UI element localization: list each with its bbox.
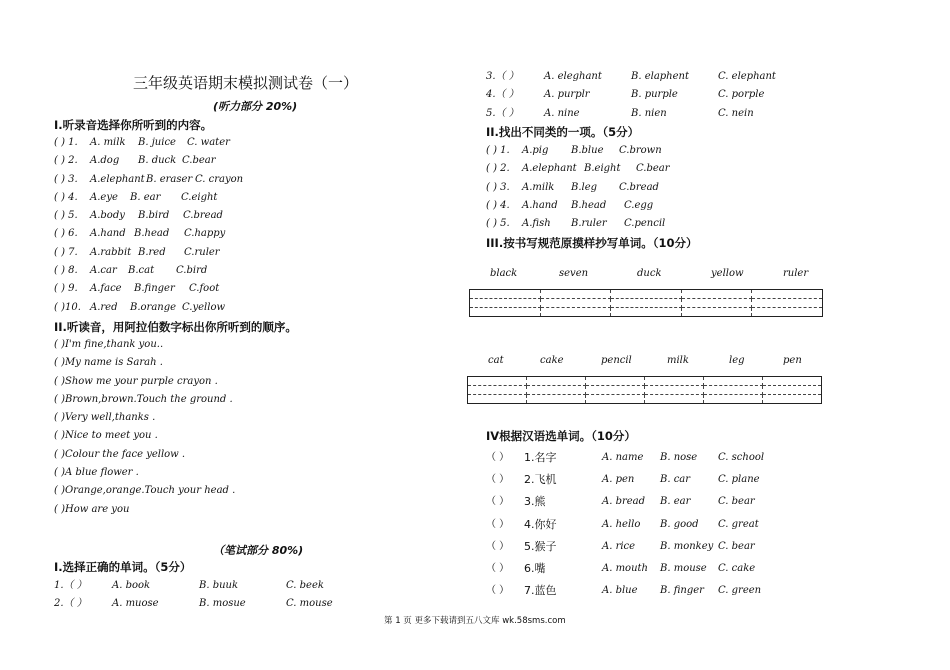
item-number: ( ) 3. bbox=[54, 173, 78, 185]
written-4-list bbox=[486, 447, 886, 602]
option-b: B. purple bbox=[631, 89, 678, 101]
copy-word: duck bbox=[637, 268, 662, 279]
list-item bbox=[54, 595, 454, 613]
written-1-list-right bbox=[486, 68, 906, 123]
option-b: B. ear bbox=[660, 496, 691, 508]
item-number: 3.（ ） bbox=[486, 71, 519, 82]
copy-word: cat bbox=[488, 355, 504, 366]
item-number: 2.（ ） bbox=[54, 598, 87, 610]
option-c: C.bread bbox=[619, 181, 659, 193]
list-item: ( )I'm fine,thank you.. bbox=[54, 339, 164, 350]
list-item bbox=[486, 491, 886, 513]
item-number: 4.（ ） bbox=[486, 89, 519, 101]
section-2-heading: II.听读音，用阿拉伯数字标出你所听到的顺序。 bbox=[54, 320, 297, 334]
list-item bbox=[54, 134, 414, 152]
option-b: B.red bbox=[138, 246, 166, 258]
option-a: A. hello bbox=[602, 518, 641, 530]
option-b: B.leg bbox=[571, 181, 598, 193]
list-item: ( )Show me your purple crayon . bbox=[54, 375, 218, 387]
option-a: A. purplr bbox=[544, 89, 590, 101]
option-c: C.ruler bbox=[184, 246, 220, 258]
item-number: ( ) 4. bbox=[486, 199, 510, 211]
item-number: ( ) 1. bbox=[54, 137, 78, 148]
option-b: B.head bbox=[134, 228, 170, 240]
item-number: （ ） bbox=[486, 518, 510, 530]
option-a: A. blue bbox=[602, 585, 638, 597]
written-2-heading: II.找出不同类的一项。（5分） bbox=[486, 125, 640, 139]
item-number: （ ） bbox=[486, 562, 510, 574]
list-item bbox=[486, 514, 886, 536]
chinese-word: 3.熊 bbox=[524, 495, 546, 509]
section-2-list bbox=[54, 336, 414, 519]
list-item: ( )How are you bbox=[54, 503, 130, 515]
list-item bbox=[486, 469, 886, 491]
option-c: C. elephant bbox=[718, 71, 776, 82]
chinese-word: 1.名字 bbox=[524, 451, 557, 464]
list-item bbox=[486, 86, 906, 104]
option-b: B. duck bbox=[138, 155, 177, 167]
item-number: ( ) 5. bbox=[486, 218, 510, 230]
item-number: ( ) 7. bbox=[54, 246, 78, 258]
list-item bbox=[486, 179, 886, 197]
chinese-word: 5.猴子 bbox=[524, 539, 557, 553]
option-c: C. green bbox=[718, 585, 762, 597]
option-c: C.bear bbox=[636, 163, 670, 175]
list-item: ( )A blue flower . bbox=[54, 467, 139, 479]
list-item bbox=[486, 160, 886, 178]
chinese-word: 4.你好 bbox=[524, 517, 557, 531]
section-1-list bbox=[54, 134, 414, 317]
option-b: B. eraser bbox=[146, 173, 193, 185]
option-c: C.bear bbox=[182, 155, 216, 167]
list-item bbox=[54, 189, 414, 207]
item-number: ( ) 6. bbox=[54, 228, 78, 240]
copy-word: leg bbox=[729, 355, 745, 366]
list-item bbox=[54, 577, 454, 595]
option-a: A. bread bbox=[602, 496, 646, 508]
copy-word: cake bbox=[540, 355, 564, 366]
written-4-heading: IV根据汉语选单词。（10分） bbox=[486, 429, 636, 443]
item-number: 1.（ ） bbox=[54, 580, 87, 591]
option-a: A.fish bbox=[522, 218, 551, 230]
option-a: A. book bbox=[112, 580, 151, 591]
option-b: B. ear bbox=[130, 191, 161, 203]
option-b: B. mouse bbox=[660, 562, 707, 574]
list-item: ( )Orange,orange.Touch your head . bbox=[54, 485, 236, 497]
copy-word: ruler bbox=[783, 268, 809, 279]
option-a: A.body bbox=[90, 210, 125, 222]
option-a: A.rabbit bbox=[90, 246, 132, 258]
option-c: C. school bbox=[718, 452, 765, 463]
copy-word: pencil bbox=[601, 355, 632, 366]
copy-word: pen bbox=[783, 355, 802, 366]
list-item: ( )Brown,brown.Touch the ground . bbox=[54, 393, 233, 405]
option-a: A. name bbox=[602, 452, 644, 463]
list-item bbox=[54, 262, 414, 280]
option-a: A. muose bbox=[112, 598, 159, 610]
option-c: C. water bbox=[187, 137, 230, 148]
chinese-word: 6.嘴 bbox=[524, 561, 546, 575]
item-number: ( ) 8. bbox=[54, 265, 78, 277]
list-item bbox=[54, 280, 414, 298]
option-c: C.yellow bbox=[182, 301, 226, 313]
option-a: A.milk bbox=[522, 181, 555, 193]
list-item bbox=[486, 68, 906, 86]
option-c: C. nein bbox=[718, 107, 754, 119]
item-number: ( ) 2. bbox=[486, 163, 510, 175]
option-c: C.eight bbox=[181, 191, 218, 203]
option-c: C. crayon bbox=[195, 173, 244, 185]
option-c: C. beek bbox=[286, 580, 324, 591]
option-c: C.egg bbox=[624, 199, 654, 211]
chinese-word: 2.飞机 bbox=[524, 473, 557, 487]
item-number: （ ） bbox=[486, 540, 510, 552]
option-a: A. rice bbox=[602, 540, 636, 552]
option-a: A.dog bbox=[90, 155, 120, 167]
list-item bbox=[486, 215, 886, 233]
item-number: ( ) 4. bbox=[54, 191, 78, 203]
copy-word: seven bbox=[559, 268, 589, 279]
option-b: B.finger bbox=[134, 283, 175, 295]
option-b: B. juice bbox=[138, 137, 176, 148]
copy-grid-1[interactable] bbox=[469, 289, 823, 317]
chinese-word: 7.蓝色 bbox=[524, 584, 557, 598]
option-b: B. good bbox=[660, 518, 699, 530]
option-b: B. mosue bbox=[199, 598, 246, 610]
option-a: A. milk bbox=[90, 137, 126, 148]
option-b: B. nose bbox=[660, 452, 698, 463]
list-item bbox=[486, 558, 886, 580]
option-a: A.eye bbox=[90, 191, 118, 203]
option-c: C. plane bbox=[718, 474, 760, 486]
list-item bbox=[54, 207, 414, 225]
option-a: A. mouth bbox=[602, 562, 648, 574]
item-number: ( )10. bbox=[54, 301, 81, 313]
item-number: （ ） bbox=[486, 474, 510, 486]
list-item bbox=[54, 244, 414, 262]
option-a: A.elephant bbox=[90, 173, 145, 185]
copy-word: milk bbox=[667, 355, 689, 366]
written-3-heading: III.按书写规范原摸样抄写单词。（10分） bbox=[486, 236, 698, 250]
option-c: C. bear bbox=[718, 540, 755, 552]
option-c: C.happy bbox=[184, 228, 226, 240]
option-a: A.hand bbox=[90, 228, 126, 240]
list-item: ( )Very well,thanks . bbox=[54, 412, 156, 424]
option-c: C. great bbox=[718, 518, 759, 530]
option-b: B.ruler bbox=[571, 218, 607, 230]
option-b: B. elaphent bbox=[631, 71, 690, 82]
option-b: B. nien bbox=[631, 107, 667, 119]
option-c: C.pencil bbox=[624, 218, 666, 230]
item-number: （ ） bbox=[486, 585, 510, 597]
option-a: A. pen bbox=[602, 474, 635, 486]
item-number: ( ) 2. bbox=[54, 155, 78, 167]
option-c: C.bird bbox=[176, 265, 208, 277]
listening-header: (听力部分 20%) bbox=[213, 100, 298, 113]
option-b: B.head bbox=[571, 199, 607, 211]
list-item: ( )Nice to meet you . bbox=[54, 430, 158, 442]
page-title: 三年级英语期末模拟测试卷（一） bbox=[133, 74, 359, 92]
item-number: ( ) 5. bbox=[54, 210, 78, 222]
copy-word: black bbox=[490, 268, 518, 279]
option-a: A.hand bbox=[522, 199, 558, 211]
item-number: （ ） bbox=[486, 452, 510, 463]
list-item bbox=[486, 536, 886, 558]
option-c: C. cake bbox=[718, 562, 756, 574]
option-c: C.brown bbox=[619, 145, 662, 156]
option-b: B. monkey bbox=[660, 540, 714, 552]
page-footer: 第 1 页 更多下载请到五八文库 wk.58sms.com bbox=[384, 616, 566, 626]
list-item bbox=[486, 142, 886, 160]
option-b: B.cat bbox=[128, 265, 155, 277]
option-c: C. mouse bbox=[286, 598, 333, 610]
list-item bbox=[486, 197, 886, 215]
option-c: C.foot bbox=[189, 283, 220, 295]
item-number: 5.（ ） bbox=[486, 107, 519, 119]
option-a: A.red bbox=[90, 301, 118, 313]
item-number: ( ) 1. bbox=[486, 145, 510, 156]
copy-word: yellow bbox=[711, 268, 744, 279]
option-a: A.elephant bbox=[522, 163, 577, 175]
section-1-heading: I.听录音选择你所听到的内容。 bbox=[54, 118, 213, 132]
option-a: A.face bbox=[90, 283, 122, 295]
list-item bbox=[54, 225, 414, 243]
list-item bbox=[486, 105, 906, 123]
copy-grid-2[interactable] bbox=[467, 376, 822, 404]
option-b: B.blue bbox=[571, 145, 604, 156]
option-c: C. bear bbox=[718, 496, 755, 508]
option-b: B. buuk bbox=[199, 580, 239, 591]
list-item: ( )Colour the face yellow . bbox=[54, 448, 186, 460]
option-b: B. finger bbox=[660, 585, 704, 597]
item-number: ( ) 3. bbox=[486, 181, 510, 193]
written-2-list bbox=[486, 142, 886, 233]
written-header: （笔试部分 80%) bbox=[213, 544, 304, 557]
option-a: A. nine bbox=[544, 107, 580, 119]
option-b: B.eight bbox=[584, 163, 621, 175]
item-number: ( ) 9. bbox=[54, 283, 78, 295]
option-a: A.car bbox=[90, 265, 117, 277]
list-item bbox=[54, 299, 414, 317]
list-item bbox=[54, 152, 414, 170]
option-c: C.bread bbox=[183, 210, 223, 222]
written-1-list-left bbox=[54, 577, 454, 614]
list-item bbox=[54, 171, 414, 189]
option-b: B.bird bbox=[138, 210, 170, 222]
option-b: B. car bbox=[660, 474, 691, 486]
list-item bbox=[486, 447, 886, 469]
item-number: （ ） bbox=[486, 496, 510, 508]
list-item bbox=[486, 580, 886, 602]
option-c: C. porple bbox=[718, 89, 765, 101]
option-b: B.orange bbox=[130, 301, 177, 313]
written-1-heading: I.选择正确的单词。（5分） bbox=[54, 560, 192, 574]
option-a: A.pig bbox=[522, 145, 549, 156]
list-item: ( )My name is Sarah . bbox=[54, 357, 163, 369]
option-a: A. eleghant bbox=[544, 71, 602, 82]
